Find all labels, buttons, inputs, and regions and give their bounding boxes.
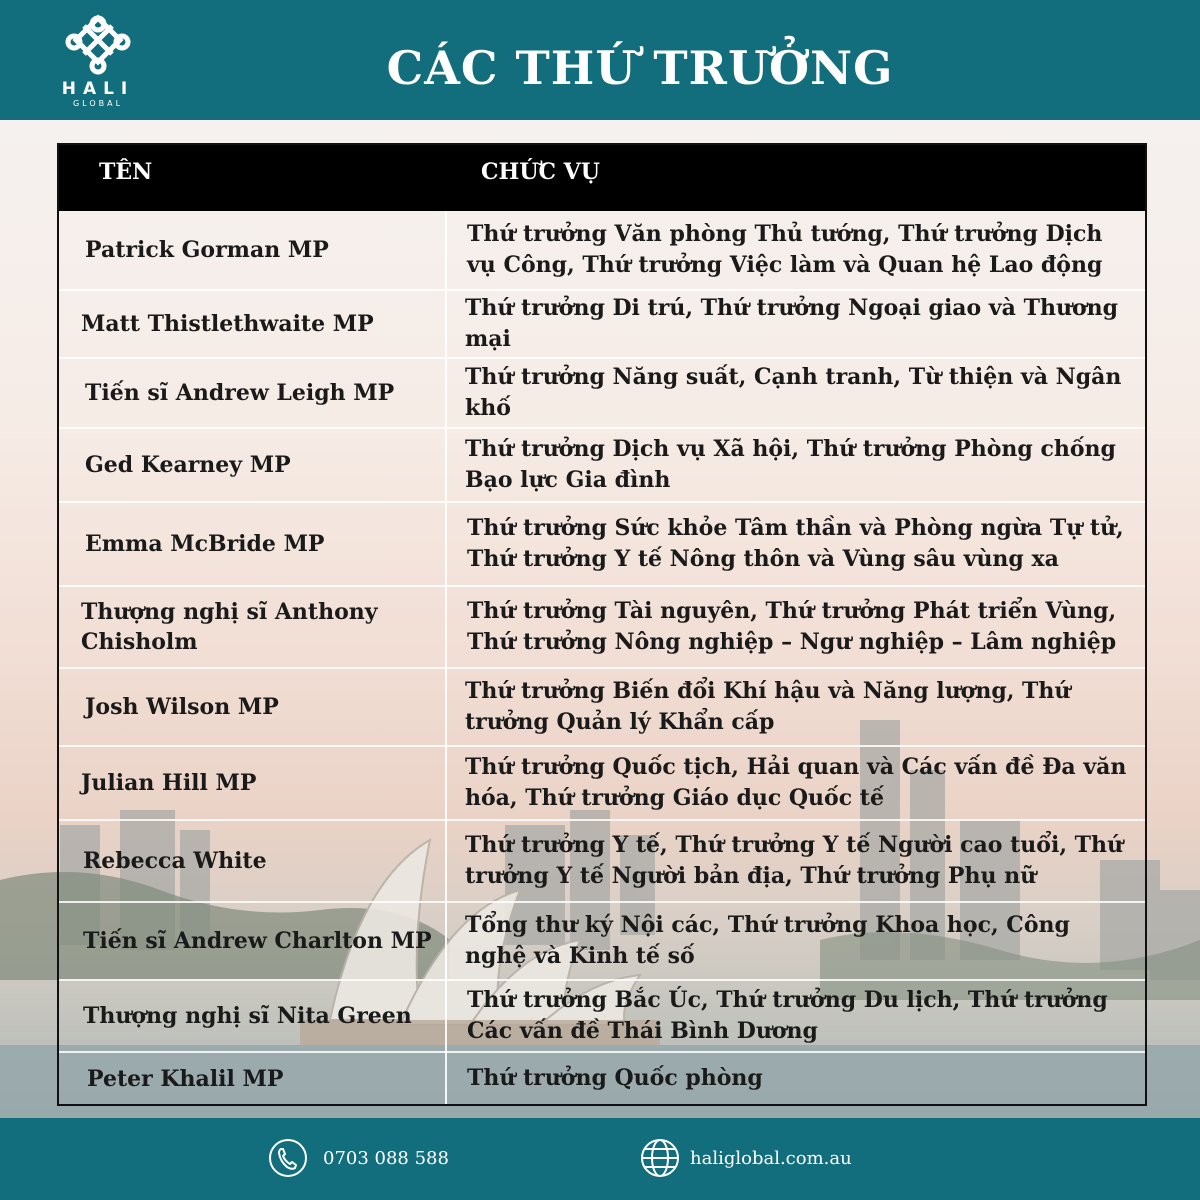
row-name: Tiến sĩ Andrew Leigh MP <box>85 380 395 406</box>
footer-phone[interactable]: 0703 088 588 <box>323 1148 449 1169</box>
row-role: Thứ trưởng Quốc tịch, Hải quan và Các vấn đề Đa văn hóa, Thứ trưởng Giáo dục Quốc tế <box>465 754 1127 811</box>
table-row <box>59 429 1145 503</box>
logo-subtitle: GLOBAL <box>72 99 124 108</box>
row-role: Tổng thư ký Nội các, Thứ trưởng Khoa học, Công nghệ và Kinh tế số <box>465 912 1070 969</box>
table-row <box>59 747 1145 821</box>
row-role: Thứ trưởng Di trú, Thứ trưởng Ngoại giao và Thương mại <box>465 295 1118 352</box>
footer-bar <box>0 1118 1200 1200</box>
row-name: Tiến sĩ Andrew Charlton MP <box>83 928 432 954</box>
row-role: Thứ trưởng Quốc phòng <box>467 1065 763 1091</box>
table-row <box>59 669 1145 747</box>
row-name: Peter Khalil MP <box>87 1065 284 1092</box>
row-name: Josh Wilson MP <box>85 694 279 720</box>
row-name: Thượng nghị sĩ Anthony Chisholm <box>81 599 378 655</box>
row-role: Thứ trưởng Dịch vụ Xã hội, Thứ trưởng Phòng chống Bạo lực Gia đình <box>465 436 1116 493</box>
row-role: Thứ trưởng Y tế, Thứ trưởng Y tế Người cao tuổi, Thứ trưởng Y tế Người bản địa, Thứ trưởng Phụ nữ <box>465 832 1124 889</box>
logo-name: HALI <box>61 79 135 99</box>
table-row <box>59 359 1145 429</box>
row-name: Patrick Gorman MP <box>85 237 329 263</box>
row-name: Emma McBride MP <box>85 531 325 557</box>
table-row <box>59 211 1145 291</box>
row-role: Thứ trưởng Năng suất, Cạnh tranh, Từ thiện và Ngân khố <box>465 364 1122 421</box>
phone-icon <box>268 1138 308 1178</box>
table-row <box>59 587 1145 669</box>
logo-knot-icon <box>58 12 138 80</box>
row-role: Thứ trưởng Tài nguyên, Thứ trưởng Phát triển Vùng, Thứ trưởng Nông nghiệp – Ngư nghiệp – Lâm nghiệp <box>467 598 1117 655</box>
row-role: Thứ trưởng Biến đổi Khí hậu và Năng lượng, Thứ trưởng Quản lý Khẩn cấp <box>465 678 1071 735</box>
table-row <box>59 981 1145 1053</box>
ministers-table <box>57 143 1147 1106</box>
header-bar <box>0 0 1200 120</box>
table-row <box>59 503 1145 587</box>
table-row <box>59 903 1145 981</box>
row-name: Ged Kearney MP <box>85 452 291 478</box>
row-role: Thứ trưởng Văn phòng Thủ tướng, Thứ trưởng Dịch vụ Công, Thứ trưởng Việc làm và Quan hệ Lao động <box>467 221 1103 278</box>
page-title: CÁC THỨ TRƯỞNG <box>386 41 894 95</box>
table-row <box>59 821 1145 903</box>
column-header-name: TÊN <box>99 159 153 185</box>
row-name: Thượng nghị sĩ Nita Green <box>83 1003 412 1029</box>
globe-icon <box>640 1138 680 1178</box>
row-name: Matt Thistlethwaite MP <box>81 311 374 337</box>
column-header-role: CHỨC VỤ <box>481 159 600 185</box>
row-name: Julian Hill MP <box>81 770 257 796</box>
row-role: Thứ trưởng Bắc Úc, Thứ trưởng Du lịch, Thứ trưởng Các vấn đề Thái Bình Dương <box>467 987 1108 1044</box>
table-row <box>59 291 1145 359</box>
table-header <box>59 145 1145 211</box>
row-name: Rebecca White <box>83 848 267 874</box>
row-role: Thứ trưởng Sức khỏe Tâm thần và Phòng ngừa Tự tử, Thứ trưởng Y tế Nông thôn và Vùng sâu vùng xa <box>467 515 1124 572</box>
table-row <box>59 1053 1145 1104</box>
hali-logo <box>58 12 138 112</box>
footer-website[interactable]: haliglobal.com.au <box>690 1148 852 1169</box>
